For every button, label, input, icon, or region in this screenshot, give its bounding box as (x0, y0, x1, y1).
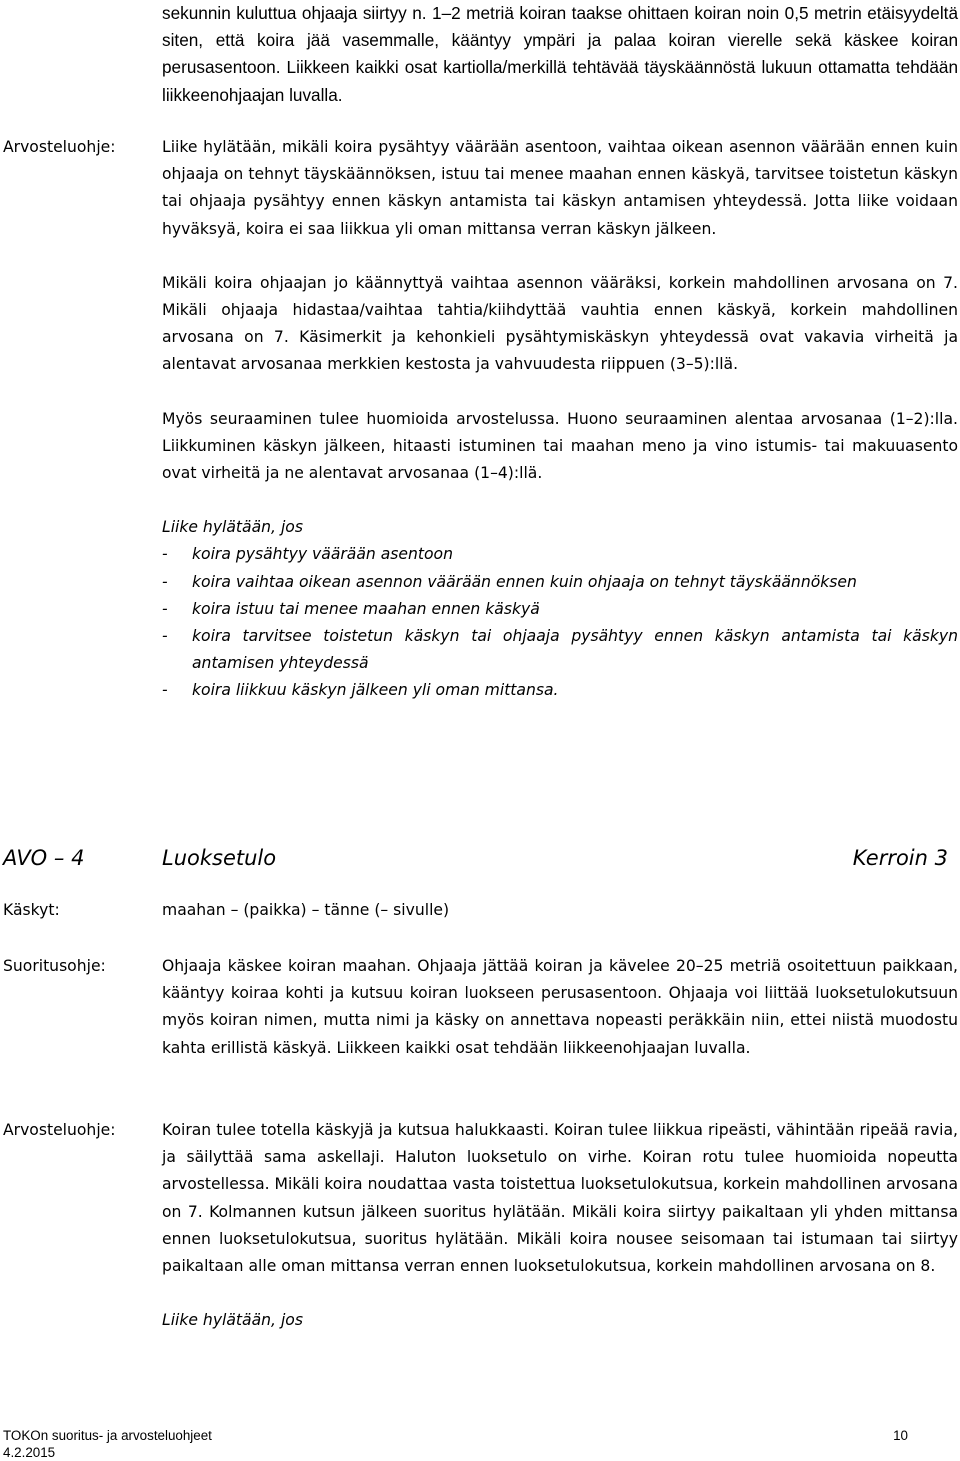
section-code: AVO – 4 (3, 846, 85, 870)
dash-bullet: - (162, 572, 168, 591)
dash-bullet: - (162, 599, 168, 618)
suoritusohje-label: Suoritusohje: (3, 957, 106, 975)
arvosteluohje-text (162, 134, 958, 705)
arvosteluohje-label: Arvosteluohje: (3, 138, 116, 156)
section-coefficient: Kerroin 3 (852, 846, 948, 870)
list-item: - koira pysähtyy väärään asentoon (162, 541, 958, 568)
dash-bullet: - (162, 545, 168, 564)
footer-date: 4.2.2015 (3, 1445, 56, 1460)
list-item: - koira vaihtaa oikean asennon väärään ennen kuin ohjaaja on tehnyt täyskäännöksen (162, 569, 958, 596)
rejection-heading: Liike hylätään, jos (162, 518, 303, 537)
rejection-heading-2: Liike hylätään, jos (162, 1311, 303, 1330)
list-item: - koira istuu tai menee maahan ennen käskyä (162, 596, 958, 623)
dash-bullet: - (162, 627, 168, 646)
kaskyt-text: maahan – (paikka) – tänne (– sivulle) (162, 901, 450, 919)
arvosteluohje-label-2: Arvosteluohje: (3, 1121, 116, 1139)
arvosteluohje-text-2 (162, 1117, 958, 1334)
list-item: - koira liikkuu käskyn jälkeen yli oman mittansa. (162, 677, 958, 704)
page-footer (3, 1427, 908, 1461)
list-item: - koira tarvitsee toistetun käskyn tai ohjaaja pysähtyy ennen käskyn antamista tai käskyn antamisen yhteydessä (162, 623, 958, 677)
page-number: 10 (893, 1428, 908, 1443)
intro-paragraph: sekunnin kuluttua ohjaaja siirtyy n. 1–2 metriä koiran taakse ohittaen koiran noin 0,5 metrin etäisyydeltä siten, että koira jää vasemmalle, kääntyy ympäri ja palaa koiran vierelle sekä käskee koiran perusasentoon. Liikkeen kaikki osat kartiolla/merkillä tehtävää täyskäännöstä lukuun ottamatta tehdään liikkeenohjaajan luvalla. (162, 3, 958, 105)
grading-paragraph: Mikäli koira ohjaajan jo käännyttyä vaihtaa asennon vääräksi, korkein mahdollinen arvosana on 7. Mikäli ohjaaja hidastaa/vaihtaa tahtia/kiihdyttää vauhtia ennen käskyä, korkein mahdollinen arvosana on 7. Käsimerkit ja kehonkieli pysähtymiskäskyn yhteydessä ovat vakavia virheitä ja alentavat arvosanaa merkkien kestosta ja vahvuudesta riippuen (3–5):llä. (162, 273, 958, 374)
suoritusohje-text: Ohjaaja käskee koiran maahan. Ohjaaja jättää koiran ja kävelee 20–25 metriä osoitettuun paikkaan, kääntyy koiraa kohti ja kutsuu koiran luokseen perusasentoon. Ohjaaja voi liittää luoksetulokutsuun myös koiran nimen, mutta nimi ja käsky on annettava nopeasti peräkkäin niin, ettei niistä muodostu kahta erillistä käskyä. Liikkeen kaikki osat tehdään liikkeenohjaajan luvalla. (162, 957, 958, 1057)
grading-paragraph: Koiran tulee totella käskyjä ja kutsua halukkaasti. Koiran tulee liikkua ripeästi, vähintään ripeää ravia, ja säilyttää sama askellaji. Haluton luoksetulo on virhe. Koiran rotu tulee huomioida nopeutta arvostellessa. Mikäli koira noudattaa vasta toistettua luoksetulokutsua, korkein mahdollinen arvosana on 7. Kolmannen kutsun jälkeen suoritus hylätään. Mikäli koira siirtyy paikaltaan yli yhden mittansa ennen luoksetulokutsua, suoritus hylätään. Mikäli koira nousee seisomaan tai istumaan tai siirtyy paikaltaan alle oman mittansa verran ennen luoksetulokutsua, korkein mahdollinen arvosana on 8. (162, 1121, 958, 1276)
section-title: Luoksetulo (162, 846, 277, 870)
section-heading (3, 840, 948, 876)
footer-title: TOKOn suoritus- ja arvosteluohjeet (3, 1428, 212, 1443)
dash-bullet: - (162, 681, 168, 700)
grading-paragraph: Liike hylätään, mikäli koira pysähtyy väärään asentoon, vaihtaa oikean asennon väärään ennen kuin ohjaaja on tehnyt täyskäännöksen, istuu tai menee maahan ennen käskyä, tarvitsee toistetun käskyn tai ohjaaja pysähtyy ennen käskyn antamista tai käskyn antamisen yhteydessä. Jotta liike voidaan hyväksyä, koira ei saa liikkua yli oman mittansa verran käskyn jälkeen. (162, 138, 958, 238)
rejection-list (162, 541, 958, 704)
grading-paragraph: Myös seuraaminen tulee huomioida arvostelussa. Huono seuraaminen alentaa arvosanaa (1–2):lla. Liikkuminen käskyn jälkeen, hitaasti istuminen tai maahan meno ja vino istumis- tai makuuasento ovat virheitä ja ne alentavat arvosanaa (1–4):llä. (162, 409, 958, 483)
kaskyt-label: Käskyt: (3, 901, 60, 919)
